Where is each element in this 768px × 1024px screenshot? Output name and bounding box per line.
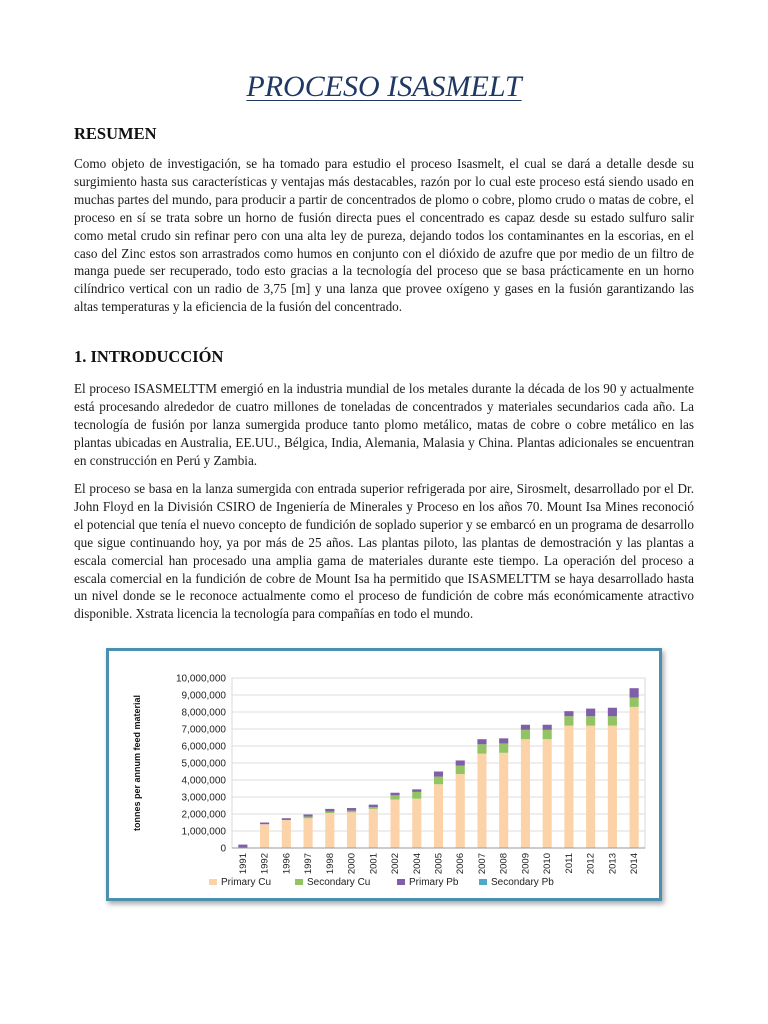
bar-secondary-cu <box>499 743 508 752</box>
bar-primary-cu <box>282 820 291 848</box>
bar-primary-cu <box>564 726 573 848</box>
bar-primary-cu <box>456 774 465 848</box>
x-tick-label: 2000 <box>346 853 358 875</box>
chart-figure <box>106 648 662 901</box>
bar-primary-pb <box>412 789 421 792</box>
bar-primary-pb <box>521 725 530 730</box>
x-tick-label: 2014 <box>629 853 641 875</box>
y-tick-label: 0 <box>220 843 226 855</box>
bar-primary-pb <box>499 738 508 743</box>
legend-label: Secondary Cu <box>307 877 371 888</box>
y-tick-label: 1,000,000 <box>181 826 226 838</box>
x-tick-label: 1996 <box>281 853 293 875</box>
bar-primary-cu <box>412 799 421 848</box>
bar-primary-pb <box>390 793 399 796</box>
bar-secondary-cu <box>564 716 573 725</box>
bar-primary-cu <box>260 824 269 848</box>
bar-primary-cu <box>325 813 334 848</box>
legend-swatch <box>209 879 217 885</box>
intro-paragraph-2: El proceso se basa en la lanza sumergida con entrada superior refrigerada por aire, Sirosmelt, desarrollado por el Dr. John Floyd en la División CSIRO de Ingeniería de Minerales y Proceso en los años 70. Mount Isa Mines reconoció el potencial que tenía el nuevo concepto de fundición de soplado superior y se embarcó en un programa de desarrollo que sigue continuando hoy, ya por más de 25 años. Las plantas piloto, las plantas de demostración y las plantas a escala comercial han procesado una amplia gama de materiales durante este tiempo. La operación del proceso a escala comercial en la fundición de cobre de Mount Isa ha permitido que ISASMELTTM se haya desarrollado hasta un nivel donde se le reconoce actualmente como el proceso de fundición de cobre más económicamente atractivo disponible. Xstrata licencia la tecnología para compañías en todo el mundo. <box>74 481 694 622</box>
legend-label: Primary Cu <box>221 877 272 888</box>
bar-secondary-cu <box>347 811 356 813</box>
bar-primary-cu <box>543 739 552 848</box>
y-tick-label: 4,000,000 <box>181 775 226 787</box>
legend-swatch <box>397 879 405 885</box>
bar-secondary-cu <box>369 807 378 809</box>
page-title: PROCESO ISASMELT <box>246 70 522 103</box>
x-tick-label: 1998 <box>324 853 336 875</box>
bar-primary-cu <box>369 809 378 848</box>
x-tick-label: 2010 <box>542 853 554 875</box>
bar-primary-pb <box>477 739 486 744</box>
y-tick-label: 8,000,000 <box>181 707 226 719</box>
x-tick-label: 1991 <box>237 853 249 875</box>
section-heading-resumen: RESUMEN <box>74 124 157 143</box>
bar-primary-pb <box>456 760 465 765</box>
x-tick-label: 2009 <box>520 853 532 875</box>
bar-primary-pb <box>238 845 247 848</box>
y-tick-label: 6,000,000 <box>181 741 226 753</box>
x-tick-label: 2006 <box>455 853 467 875</box>
legend-label: Secondary Pb <box>491 877 554 888</box>
bar-primary-pb <box>608 708 617 717</box>
bar-secondary-cu <box>521 730 530 739</box>
y-axis-label: tonnes per annum feed material <box>132 694 142 832</box>
x-tick-label: 2002 <box>390 853 402 875</box>
legend-swatch <box>295 879 303 885</box>
x-tick-label: 2001 <box>368 853 380 875</box>
bar-secondary-cu <box>608 716 617 725</box>
y-tick-label: 10,000,000 <box>175 673 226 685</box>
x-tick-label: 2012 <box>585 853 597 875</box>
legend-label: Primary Pb <box>409 877 459 888</box>
bar-primary-pb <box>260 823 269 825</box>
bar-primary-pb <box>630 688 639 697</box>
bar-primary-cu <box>499 753 508 848</box>
bar-primary-pb <box>304 815 313 817</box>
intro-paragraph-1: El proceso ISASMELTTM emergió en la industria mundial de los metales durante la década de los 90 y actualmente está procesando alrededor de cuatro millones de toneladas de concentrados y materiales secundarios cada año. La tecnología de fusión por lanza sumergida produce tanto plomo metálico, matas de cobre o cobre metálico en las plantas ubicadas en Australia, EE.UU., Bélgica, India, Alemania, Malasia y China. Plantas adicionales se encuentran en construcción en Perú y Zambia. <box>74 381 694 468</box>
x-tick-label: 2013 <box>607 853 619 875</box>
bar-secondary-cu <box>630 698 639 707</box>
bar-primary-cu <box>347 812 356 848</box>
bar-primary-pb <box>325 809 334 812</box>
bar-primary-cu <box>477 754 486 848</box>
bar-secondary-cu <box>434 777 443 785</box>
bar-primary-pb <box>369 805 378 808</box>
y-tick-label: 3,000,000 <box>181 792 226 804</box>
bar-primary-pb <box>564 711 573 716</box>
x-tick-label: 1992 <box>259 853 271 875</box>
x-tick-label: 2005 <box>433 853 445 875</box>
bar-secondary-cu <box>586 716 595 725</box>
y-tick-label: 2,000,000 <box>181 809 226 821</box>
bar-primary-pb <box>282 818 291 820</box>
y-tick-label: 7,000,000 <box>181 724 226 736</box>
bar-primary-pb <box>434 772 443 777</box>
y-tick-label: 5,000,000 <box>181 758 226 770</box>
y-tick-label: 9,000,000 <box>181 690 226 702</box>
stacked-bar-chart <box>109 651 659 898</box>
bar-primary-cu <box>434 784 443 848</box>
bar-secondary-cu <box>325 811 334 813</box>
bar-primary-pb <box>586 709 595 717</box>
bar-primary-pb <box>347 808 356 811</box>
bar-secondary-cu <box>477 744 486 753</box>
x-tick-label: 2008 <box>498 853 510 875</box>
bar-primary-pb <box>543 725 552 730</box>
bar-secondary-cu <box>456 766 465 775</box>
x-tick-label: 2004 <box>411 853 423 875</box>
x-tick-label: 2011 <box>563 853 575 874</box>
resumen-paragraph: Como objeto de investigación, se ha tomado para estudio el proceso Isasmelt, el cual se dará a detalle desde su surgimiento hasta sus características y ventajas más destacables, razón por lo cual este proceso está siendo usado en muchas partes del mundo, para producir a partir de concentrados de plomo o cobre, plomo crudo o matas de cobre, el proceso en sí se trata sobre un horno de fusión directa pues el concentrado es capaz desde su estado sulfuro salir como metal crudo sin refinar pero con una alta ley de pureza, dejando todos los contaminantes en la escorias, en el caso del Zinc estos son arrastrados como humos en conjunto con el dióxido de azufre que por medio de un filtro de manga puede ser recuperado, todo esto gracias a la tecnología del proceso que se basa prácticamente en un horno cilíndrico vertical con un radio de 3,75 [m] y una lanza que provee oxígeno y gases en la fusión garantizando las altas temperaturas y la eficiencia de la fusión del concentrado. <box>74 156 694 315</box>
bar-secondary-cu <box>304 817 313 819</box>
bar-primary-cu <box>304 818 313 848</box>
x-tick-label: 2007 <box>476 853 488 875</box>
section-heading-introduccion: 1. INTRODUCCIÓN <box>74 347 224 366</box>
bar-secondary-cu <box>412 792 421 799</box>
bar-primary-cu <box>630 707 639 848</box>
bar-primary-cu <box>521 739 530 848</box>
x-tick-label: 1997 <box>303 853 315 875</box>
bar-secondary-cu <box>543 730 552 739</box>
bar-primary-cu <box>586 726 595 848</box>
bar-primary-cu <box>390 800 399 848</box>
bar-secondary-cu <box>390 795 399 799</box>
legend-swatch <box>479 879 487 885</box>
bar-primary-cu <box>608 726 617 848</box>
